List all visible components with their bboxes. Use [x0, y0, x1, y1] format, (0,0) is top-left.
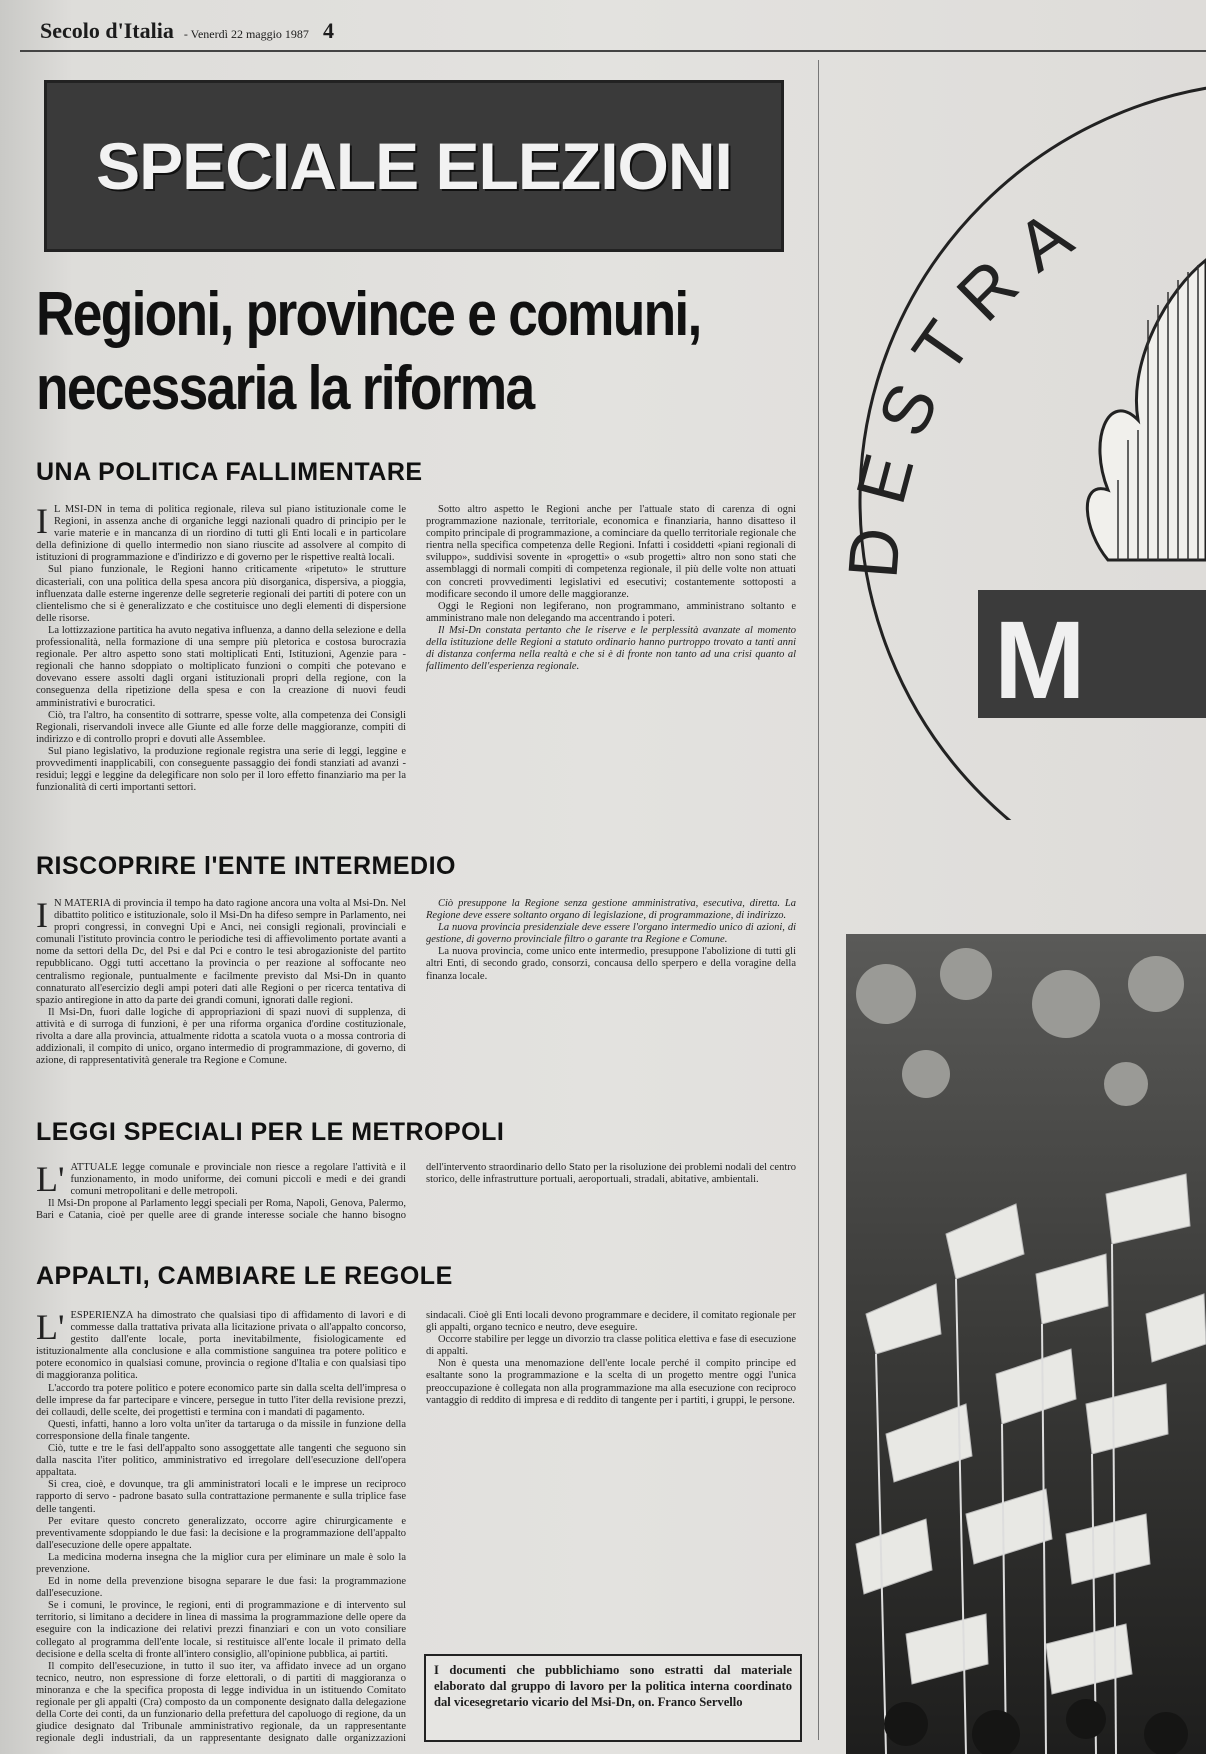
main-headline [36, 278, 701, 426]
page-number: 4 [322, 18, 334, 43]
party-emblem [808, 60, 1206, 820]
headline-line-1: Regioni, province e comuni, [36, 280, 701, 349]
dropcap: L' [36, 1162, 65, 1199]
dropcap: L' [36, 1310, 65, 1347]
section-title-appalti: APPALTI, CAMBIARE LE REGOLE [36, 1262, 453, 1290]
masthead-paper-name: Secolo d'Italia [40, 18, 174, 43]
section-title-politica: UNA POLITICA FALLIMENTARE [36, 458, 423, 486]
paragraph: Sotto altro aspetto le Regioni anche per l'attuale stato di carenza di ogni programmazione nazionale, territoriale, economica e finanziaria, hanno disatteso il compito principale di programmazione, a cominciare da quello territoriale regionale che rientra nella specifica competenza delle Regioni. Infatti i cosiddetti «piani regionali di sviluppo», suddivisi sovente in «progetti» o «sub progetti» altro non sono stati che assemblaggi di normali compiti di competenza regionale, il più delle volte non attuati con concreti provvedimenti legislativi ed esecutivi; costantemente sottoposti a modificare secondo il umore delle maggioranze. [426, 504, 796, 600]
paragraph: Occorre stabilire per legge un divorzio tra classe politica elettiva e fase di esecuzione di appalti. [426, 1334, 796, 1358]
paragraph: Questi, infatti, hanno a loro volta un'iter da tartaruga o da missile in funzione della corresponsione della finale tangente. [36, 1418, 406, 1442]
paragraph: La medicina moderna insegna che la miglior cura per eliminare un male è solo la prevenzione. [36, 1551, 406, 1575]
paragraph: Il Msi-Dn constata pertanto che le riserve e le perplessità avanzate al momento della istituzione delle Regioni a statuto ordinario hanno purtroppo trovato a tanti anni di distanza conferma nella realtà e che si è di fronte non tanto ad una crisi quanto al fallimento dell'esperienza regionale. [426, 624, 796, 673]
masthead [40, 18, 334, 44]
paragraph: Il Msi-Dn, fuori dalle logiche di appropriazioni di spazi nuovi di supplenza, di attività e di surroga di funzioni, è per una riforma organica d'ordine costituzionale, rivolta a dare alla provincia, attualmente ridotta a scatola vuota o a mossa controria di addizionali, il compito di unico, organo intermedio di programmazione, di governo, di azione, di rappresentatività generale tra Regione e Comune. [36, 1006, 406, 1067]
paragraph: Non è questa una menomazione dell'ente locale perché il compito principe ed esaltante sono la programmazione e la scelta di un progetto mentre oggi l'unica preoccupazione è collegata non alla programmazione ma alla esecuzione con reciproco vantaggio di reddito di impresa e di reddito di tangente per i partiti, i gruppi, le persone. [426, 1358, 796, 1406]
paragraph: La nuova provincia presidenziale deve essere l'organo intermedio unico di azioni, di gestione, di governo provinciale filtro o garante tra Regione e Comune. [426, 922, 796, 946]
paragraph: Ciò presuppone la Regione senza gestione amministrativa, esecutiva, diretta. La Regione deve essere soltanto organo di legislazione, di programmazione, di indirizzo. [426, 898, 796, 922]
headline-line-2: necessaria la riforma [36, 354, 534, 423]
paragraph: La nuova provincia, come unico ente intermedio, presuppone l'abolizione di tutti gli altri Enti, di secondo grado, consorzi, concausa dello sperpero e della voragine della finanza locale. [426, 946, 796, 982]
banner-text: SPECIALE ELEZIONI [96, 129, 732, 203]
paragraph: Il compito dell'esecuzione, in tutto il suo iter, va affidato invece ad un organo tecnico, neutro, non espressione di forze elettorali, o di partiti di maggioranza o minoranza e che la specifica proposta di legge individua in un istituendo Comitato regionale per gli appalti (Cra) composto da un componente designato dalla delegazione della Corte dei conti, da un funzionario della prefettura del capoluogo di regione, da un giudice designato dal Tribunale amministrativo regionale, da un rappresentante regionale degli industriali, da un rappresentante designato dalle organizzazioni sindacali. Cioè gli Enti locali devono programmare e decidere, il comitato regionale per gli appalti, organo tecnico e neutro, deve eseguire. [36, 1310, 796, 1745]
section-title-metropoli: LEGGI SPECIALI PER LE METROPOLI [36, 1118, 505, 1146]
masthead-rule [20, 50, 1206, 52]
paragraph: Il Msi-Dn propone al Parlamento leggi speciali per Roma, Napoli, Genova, Palermo, Bari e Catania, cioè per quelle aree di grande interesse sociale che hanno bisogno dell'intervento straordinario dello Stato per la risoluzione dei problemi nodali del centro storico, delle infrastrutture portuali, aeroportuali, stradali, abitative, ambientali. [36, 1162, 796, 1222]
paragraph: N MATERIA di provincia il tempo ha dato ragione ancora una volta al Msi-Dn. Nel dibattito politico e istituzionale, solo il Msi-Dn ha difeso sempre in Parlamento, nei propri congressi, in convegni Upi e Anci, nei consigli regionali, provinciali e comunali l'istituto provincia contro le periodiche tesi di affievolimento portate avanti a nome da settori della Dc, del Psi e dal Pci e contro le tesi abrogazioniste del partito repubblicano. Oggi tutti accettano la provincia o per reazione al soffocante neo centralismo regionale, puntualmente e facilmente previsto dal Msi-Dn in quanto connaturato all'esercizio degli ampi poteri dati alle Regioni o per ricerca tentativa di spazio antiregione in atto da parte dei grandi comuni, ignorati dalle regioni. [36, 898, 406, 1006]
emblem-logo-text: M [994, 599, 1086, 722]
dropcap: I [36, 504, 48, 541]
flame-icon [1087, 260, 1206, 560]
section-banner [44, 80, 784, 252]
section-body-metropoli [36, 1162, 796, 1244]
paragraph: Se i comuni, le province, le regioni, enti di programmazione e di intervento sul territorio, si limitano a decidere in linea di massima la programmazione delle opere da eseguire con la indicazione dei relativi prezzi finanziari e con un voto consiliare collegato al programma dell'ente locale, si restituisce all'ente locale il primato della decisione e della scelta di fronte all'intero consiglio, all'opinione pubblica, ai partiti. [36, 1600, 406, 1660]
masthead-date: - Venerdì 22 maggio 1987 [183, 27, 309, 41]
paragraph: La lottizzazione partitica ha avuto negativa influenza, a danno della selezione e della professionalità, nella formazione di una sempre più pletorica e costosa burocrazia regionale. Per altro aspetto sono stati moltiplicati Enti, Istituzioni, Agenzie para - regionali che hanno sdoppiato o moltiplicato funzioni o compiti che potevano e dovevano essere assolti dagli organi istituzionali propri della regione, con la conseguenza della ripetizione della spesa e con la creazione di nuovi feudi amministrativi e burocratici. [36, 624, 406, 709]
section-body-politica [36, 504, 796, 806]
paragraph: Ed in nome della prevenzione bisogna separare le due fasi: la programmazione dall'esecuzione. [36, 1576, 406, 1600]
crowd-photo [846, 934, 1206, 1754]
paragraph: ATTUALE legge comunale e provinciale non riesce a regolare l'attività e il funzionamento, in modo uniforme, dei comuni piccoli e medi e dei grandi comuni metropolitani e delle metropoli. [70, 1162, 406, 1198]
editorial-note-box: I documenti che pubblichiamo sono estratti dal materiale elaborato dal gruppo di lavoro per la politica interna coordinato dal vicesegretario vicario del Msi-Dn, on. Franco Servello [424, 1654, 802, 1742]
section-body-ente-intermedio [36, 898, 796, 1068]
section-title-ente-intermedio: RISCOPRIRE l'ENTE INTERMEDIO [36, 852, 456, 880]
paragraph: Ciò, tutte e tre le fasi dell'appalto sono assoggettate alle tangenti che seguono sin dalla nascita l'iter politico, amministrativo ed irregolare dell'esecuzione dell'opera appaltata. [36, 1443, 406, 1479]
paragraph: Sul piano legislativo, la produzione regionale registra una serie di leggi, leggine e provvedimenti inapplicabili, con conseguente passaggio dei fondi stanziati ad avanzi - residui; leggi e leggine da delegificare non solo per il loro effetto finanziario ma per la funzionalità di certi importanti settori. [36, 745, 406, 794]
paragraph: L'accordo tra potere politico e potere economico parte sin dalla scelta dell'impresa o delle imprese da far partecipare e vincere, persegue in tutto l'iter della revisione prezzi, dei collaudi, delle scelte, dei progettisti e termina con i mandati di pagamento. [36, 1382, 406, 1418]
paragraph: L MSI-DN in tema di politica regionale, rileva sul piano istituzionale come le Regioni, in assenza anche di organiche leggi nazionali quadro di principio per le varie materie e in mancanza di un riordino di tutti gli Enti locali e in particolare della definizione di quello intermedio non siano riuscite ad assolvere al compito di istituzioni di programmazione e d'indirizzo e di governo per le rispettive realtà locali. [36, 504, 406, 564]
paragraph: ESPERIENZA ha dimostrato che qualsiasi tipo di affidamento di lavori e di commesse dalla trattativa privata alla licitazione privata o all'appalto concorso, gestito dall'ente locale, porta inevitabilmente, fisiologicamente ed istituzionalmente alla conclusione e alla commistione sanguinea tra potere politico e potere economico in qualsiasi comune, provincia o regione d'Italia e con qualsiasi tipo di maggioranza politica. [36, 1310, 406, 1382]
paragraph: Si crea, cioè, e dovunque, tra gli amministratori locali e le imprese un reciproco rapporto di servo - padrone basato sulla contrattazione permanente e sulla triplice fase delle tangenti. [36, 1479, 406, 1515]
paragraph: Ciò, tra l'altro, ha consentito di sottrarre, spesse volte, alla competenza dei Consigli Regionali, riservandoli invece alle Giunte ed alle forze delle maggioranze, compiti di indirizzo e di controllo propri e dovuti alle Assemblee. [36, 709, 406, 745]
dropcap: I [36, 898, 48, 935]
svg-text:DESTRA [833, 183, 1103, 581]
emblem-arc-text: DESTRA [833, 183, 1104, 582]
paragraph: Per evitare questo concreto generalizzato, occorre agire chirurgicamente e preventivamente sdoppiando le due fasi: la decisione e la programmazione dell'appalto dall'esecuzione delle opere appaltate. [36, 1515, 406, 1551]
paragraph: Oggi le Regioni non legiferano, non programmano, amministrano soltanto e amministrano male non delegando ma accentrando i poteri. [426, 600, 796, 624]
paragraph: Sul piano funzionale, le Regioni hanno criticamente «ripetuto» le strutture dicasteriali, con una politica della spesa ancora più disorganica, dispersiva, a pioggia, influenzata dalle esterne ingerenze delle segreterie regionali dei partiti di potere con un clientelismo che si è generalizzato e che costituisce uno degli elementi di dispersione delle risorse. [36, 564, 406, 624]
